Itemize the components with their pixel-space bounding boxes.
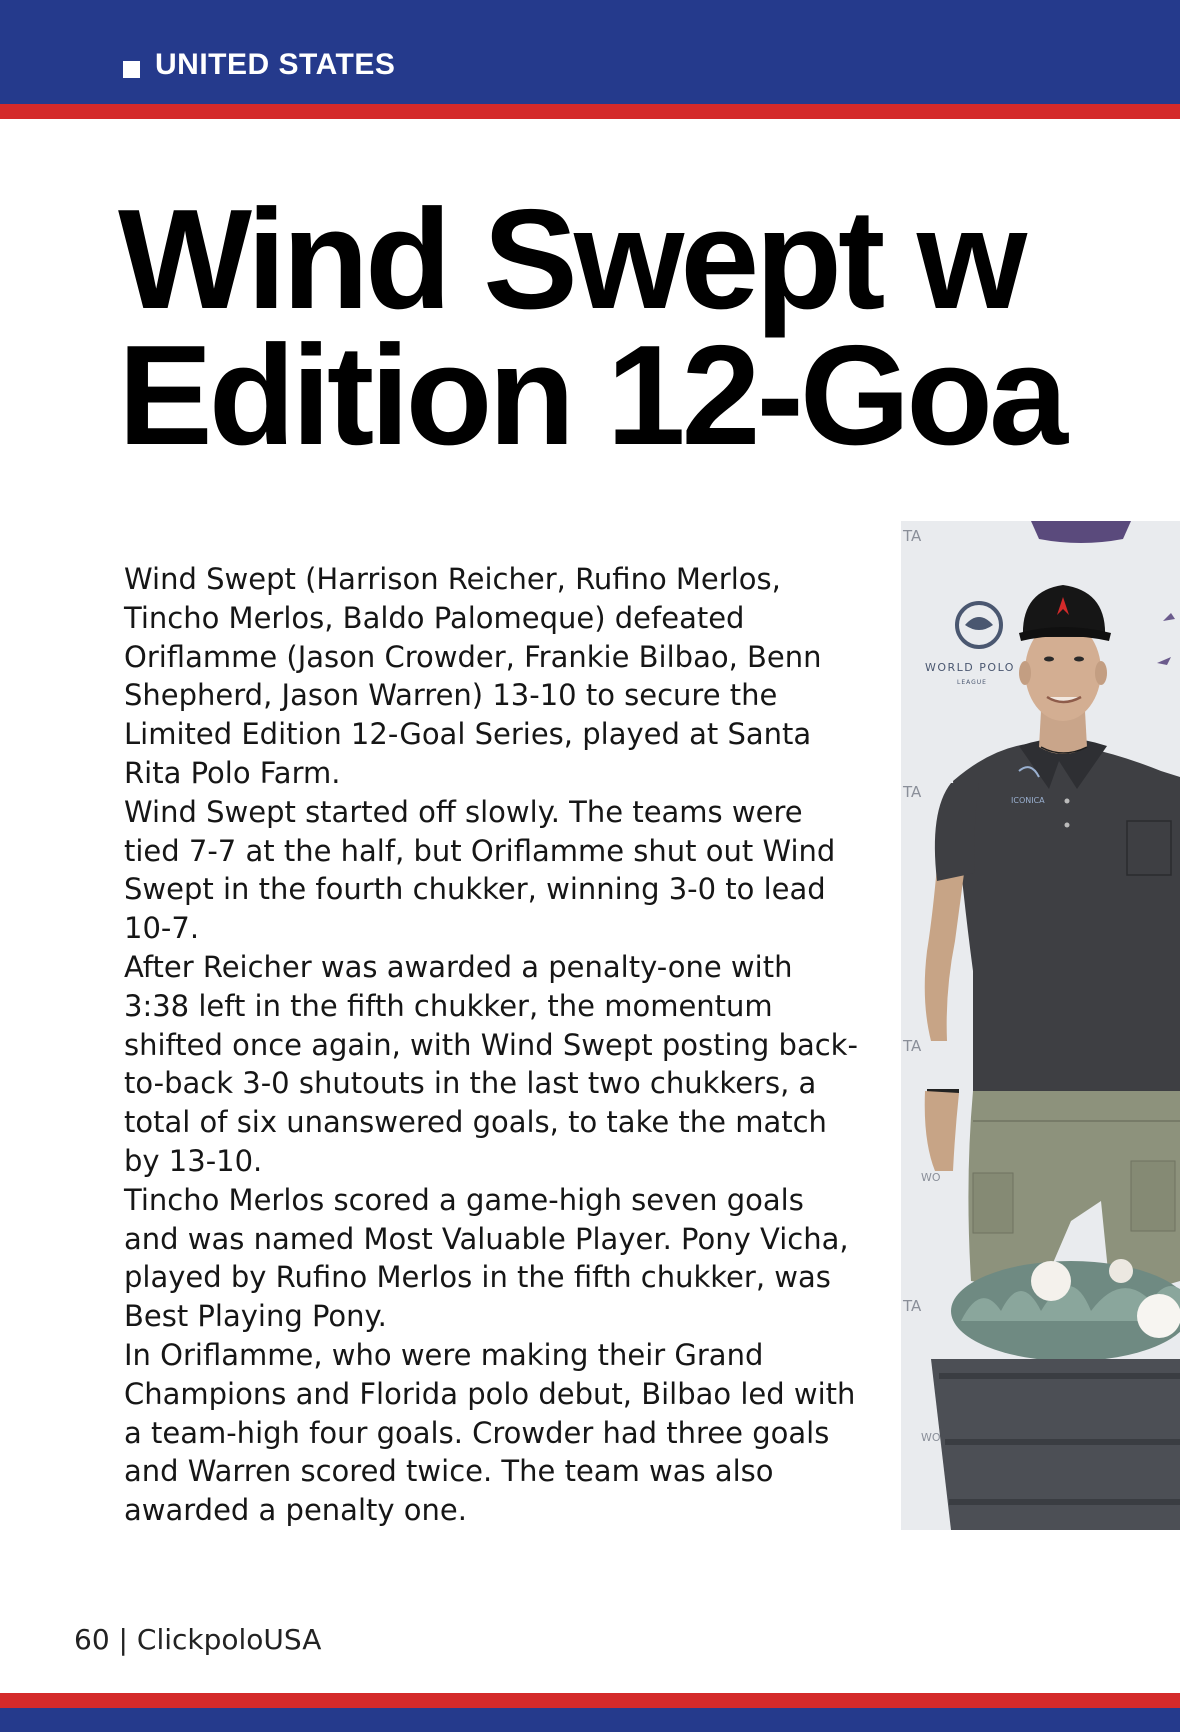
paragraph: Wind Swept started off slowly. The teams were tied 7-7 at the half, but Oriflamme shut out Wind Swept in the fourth chukker, winning 3-0 to lead 10-7.	[124, 794, 836, 946]
backdrop-letters: TA	[903, 527, 922, 545]
article-body	[124, 560, 864, 1530]
paragraph: After Reicher was awarded a penalty-one with 3:38 left in the fifth chukker, the momentum shifted once again, with Wind Swept posting back-to-back 3-0 shutouts in the last two chukkers, a total of six unanswered goals, to take the match by 13-10.	[124, 949, 858, 1178]
footer-separator: |	[118, 1623, 128, 1656]
paragraph: In Oriflamme, who were making their Grand Champions and Florida polo debut, Bilbao led with a team-high four goals. Crowder had three goals and Warren scored twice. The team was also awarded a penalty one.	[124, 1337, 856, 1528]
article-headline	[118, 192, 1180, 464]
backdrop-letters: TA	[903, 783, 922, 801]
section-square-icon	[123, 61, 140, 78]
backdrop-letters: WO	[921, 1431, 941, 1444]
backdrop-letters: TA	[903, 1037, 922, 1055]
shirt-logo-text: ICONICA	[1011, 796, 1045, 805]
page-number: 60	[74, 1623, 110, 1656]
paragraph: Wind Swept (Harrison Reicher, Rufino Merlos, Tincho Merlos, Baldo Palomeque) defeated Oriflamme (Jason Crowder, Frankie Bilbao, Benn Shepherd, Jason Warren) 13-10 to secure the Limited Edition 12-Goal Series, played at Santa Rita Polo Farm.	[124, 562, 822, 790]
publication-name: ClickpoloUSA	[136, 1623, 322, 1656]
backdrop-logo-subtext: LEAGUE	[957, 679, 987, 686]
backdrop-letters: TA	[903, 1297, 922, 1315]
planter	[931, 1259, 1180, 1530]
backdrop-letters: WO	[921, 1171, 941, 1184]
footer-red-stripe	[0, 1693, 1180, 1708]
player-photo	[901, 521, 1180, 1530]
backdrop-logo-text: WORLD POLO	[925, 661, 1015, 674]
headline-line-1: Wind Swept w	[118, 192, 1024, 339]
headline-line-2: Edition 12-Goa	[118, 316, 1064, 464]
paragraph: Tincho Merlos scored a game-high seven goals and was named Most Valuable Player. Pony Vicha, played by Rufino Merlos in the fifth chukker, was Best Playing Pony.	[124, 1182, 849, 1334]
footer-band	[0, 1708, 1180, 1732]
page-footer	[74, 1623, 321, 1656]
header-red-stripe	[0, 104, 1180, 119]
section-label: UNITED STATES	[155, 48, 396, 81]
